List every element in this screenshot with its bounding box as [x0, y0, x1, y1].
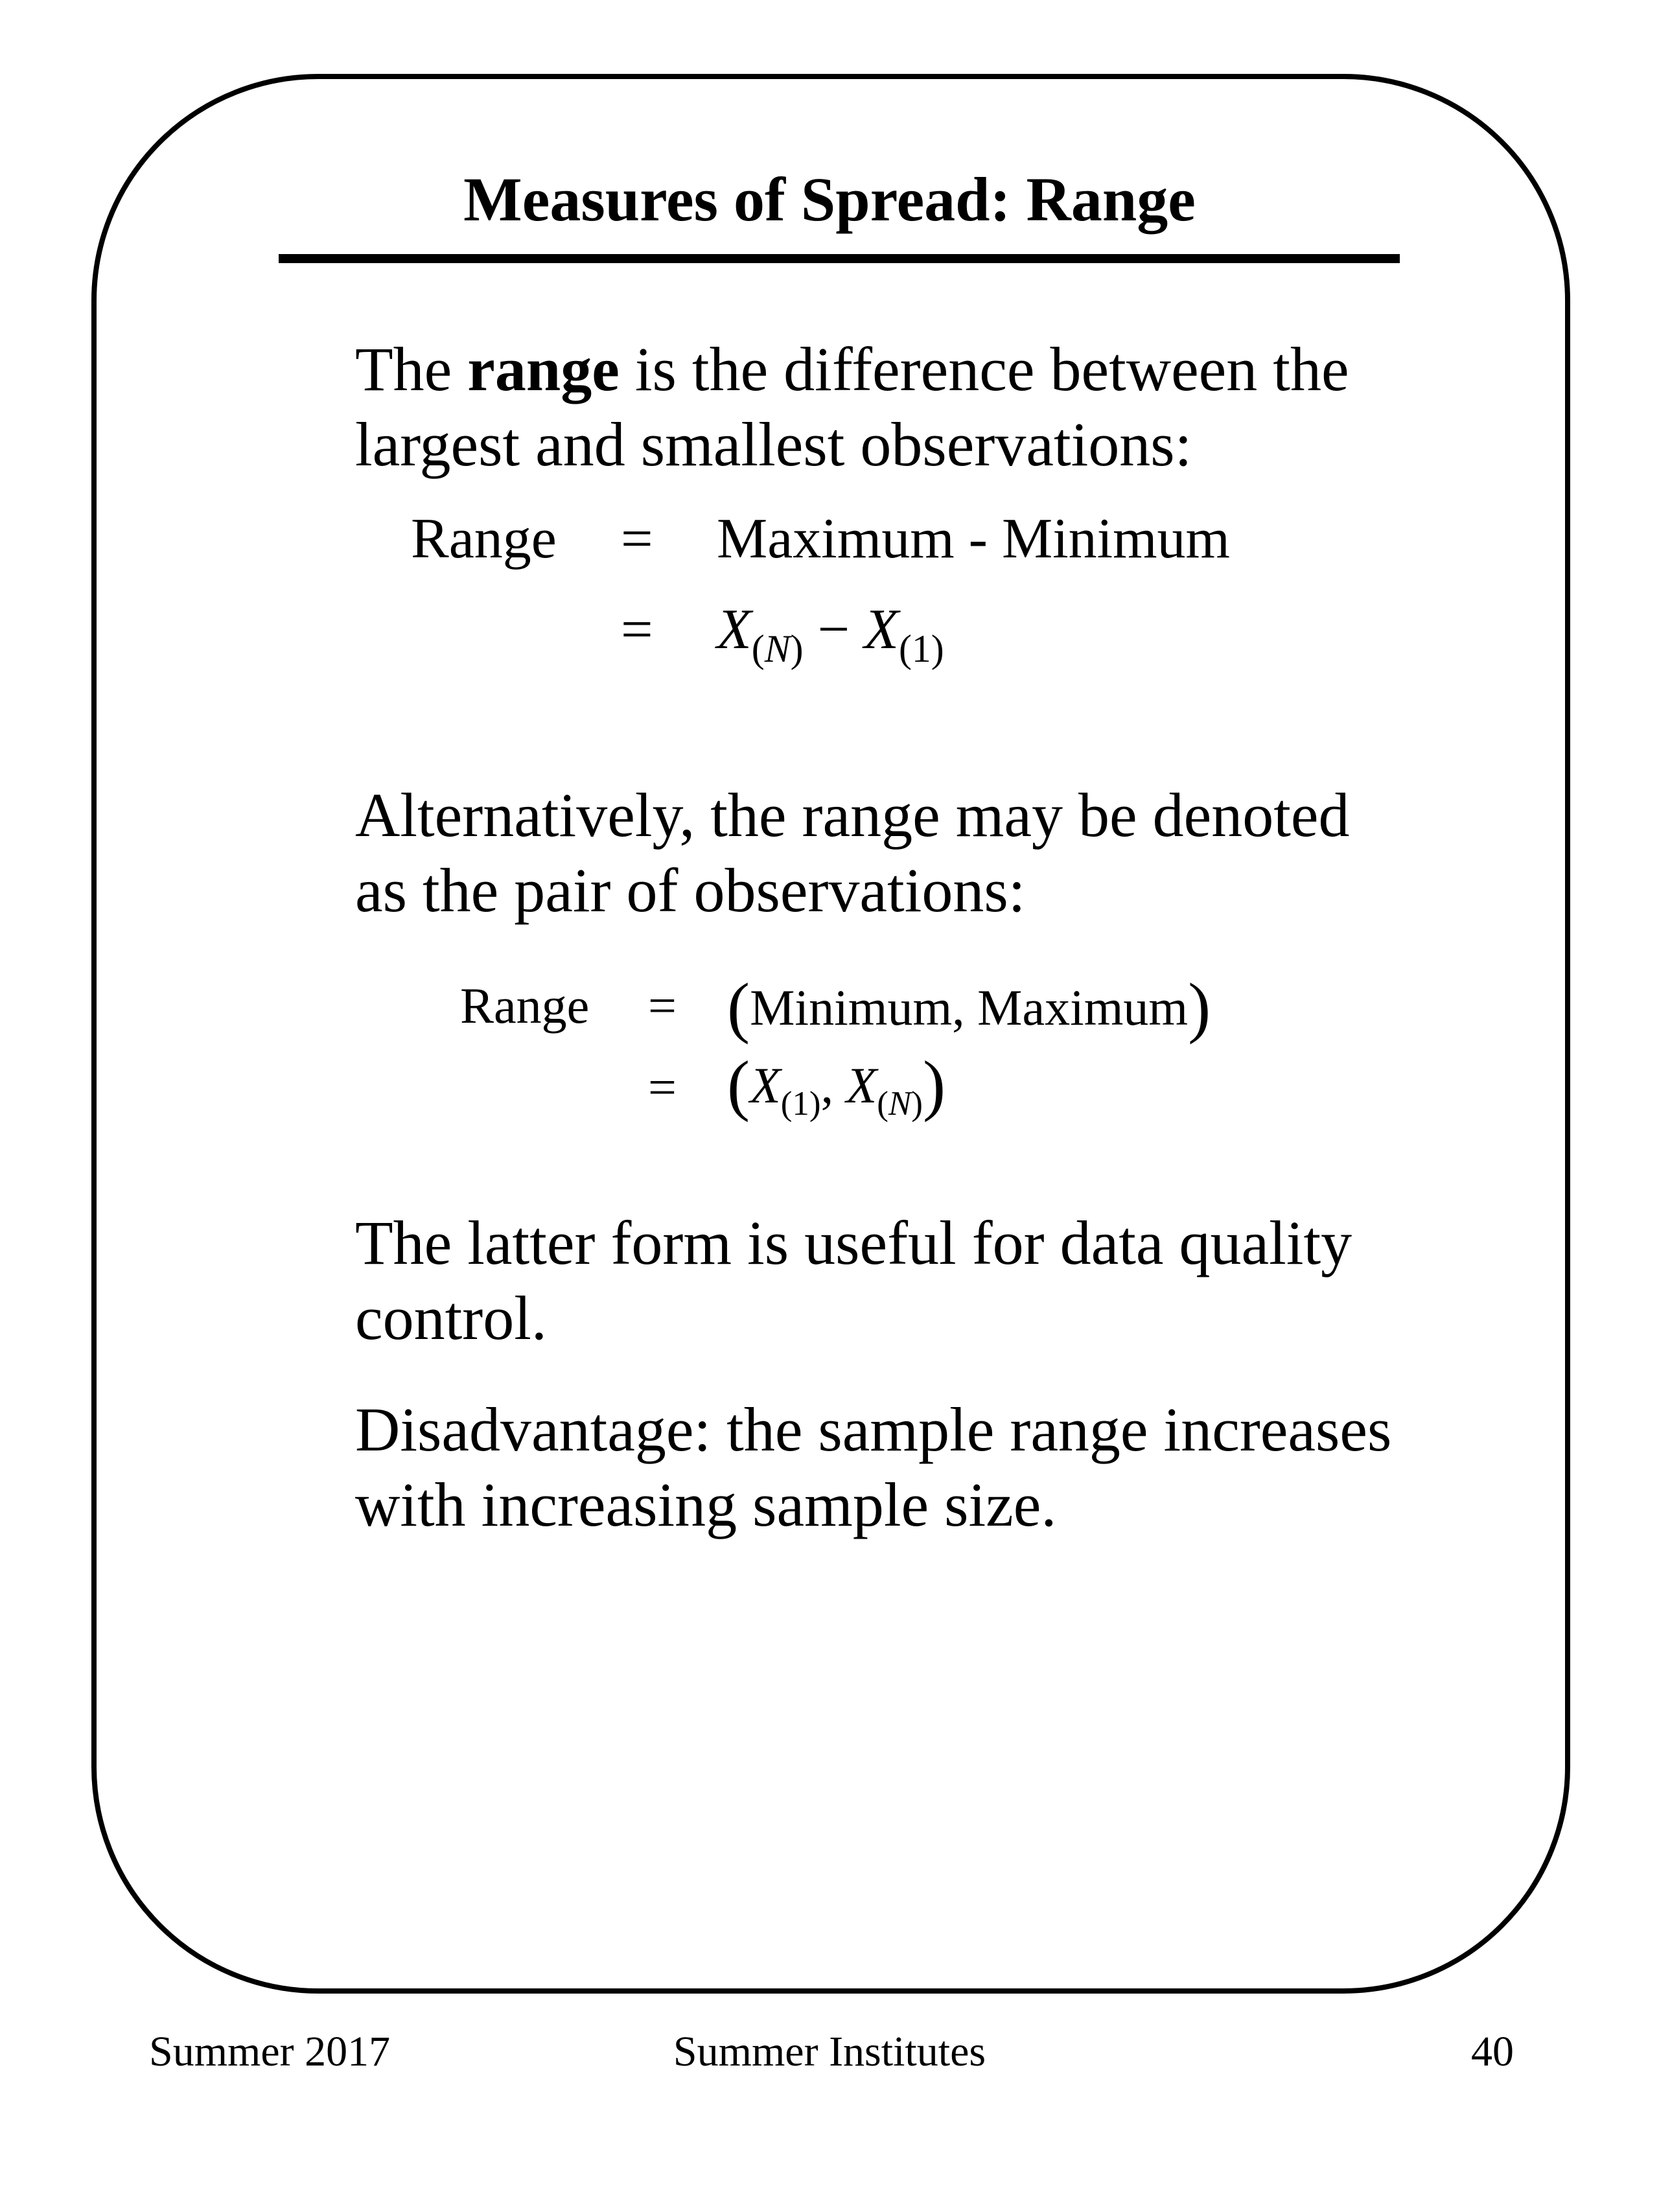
- paren-close: ): [1188, 969, 1211, 1045]
- title-underline: [279, 254, 1400, 263]
- subscript-n: [752, 627, 804, 670]
- eq2-rhs-2: [727, 1047, 946, 1124]
- eq1-rhs-1: Maximum - Minimum: [717, 507, 1230, 570]
- comma: ,: [820, 1057, 846, 1113]
- var-n: N: [764, 627, 791, 670]
- paren: ): [790, 627, 804, 670]
- slide-title: Measures of Spread: Range: [463, 165, 1196, 234]
- eq1-equals-2: =: [621, 598, 653, 661]
- paren: ): [911, 1084, 923, 1123]
- subscript-n: [877, 1085, 923, 1123]
- text: is the difference between the: [619, 334, 1349, 404]
- subscript-1: (1): [898, 627, 944, 670]
- eq2-rhs-1: [727, 969, 1211, 1045]
- var-x: X: [750, 1057, 781, 1113]
- para-latter-form-line1: The latter form is useful for data quality: [355, 1208, 1352, 1277]
- bold-term-range: range: [467, 334, 620, 404]
- eq1-lhs: Range: [411, 507, 557, 570]
- eq1-rhs-2: [717, 598, 944, 668]
- paren-open: (: [727, 1047, 750, 1123]
- eq2-equals-1: =: [648, 977, 677, 1034]
- minus-sign: −: [803, 598, 864, 661]
- var-x: X: [864, 598, 899, 661]
- para-alternative-line2: as the pair of observations:: [355, 856, 1026, 925]
- var-x: X: [717, 598, 752, 661]
- var-n: N: [888, 1084, 912, 1123]
- eq2-lhs: Range: [460, 977, 590, 1034]
- para-range-definition-line1: [355, 332, 1349, 407]
- min-max-pair: Minimum, Maximum: [750, 979, 1189, 1036]
- para-alternative-line1: Alternatively, the range may be denoted: [355, 780, 1350, 850]
- para-range-definition-line2: largest and smallest observations:: [355, 410, 1192, 479]
- subscript-1: (1): [780, 1084, 821, 1123]
- para-disadvantage-line1: Disadvantage: the sample range increases: [355, 1395, 1392, 1464]
- paren: (: [751, 627, 765, 670]
- paren-close: ): [922, 1047, 946, 1123]
- footer-date: Summer 2017: [149, 2028, 391, 2075]
- var-x: X: [846, 1057, 877, 1113]
- text: The: [355, 334, 468, 404]
- eq2-equals-2: =: [648, 1059, 677, 1115]
- para-latter-form-line2: control.: [355, 1283, 547, 1353]
- eq1-equals-1: =: [621, 507, 653, 570]
- paren: (: [877, 1084, 888, 1123]
- paren-open: (: [727, 969, 750, 1045]
- footer-page-number: 40: [1471, 2028, 1514, 2075]
- para-disadvantage-line2: with increasing sample size.: [355, 1470, 1057, 1539]
- footer-institution: Summer Institutes: [673, 2028, 986, 2075]
